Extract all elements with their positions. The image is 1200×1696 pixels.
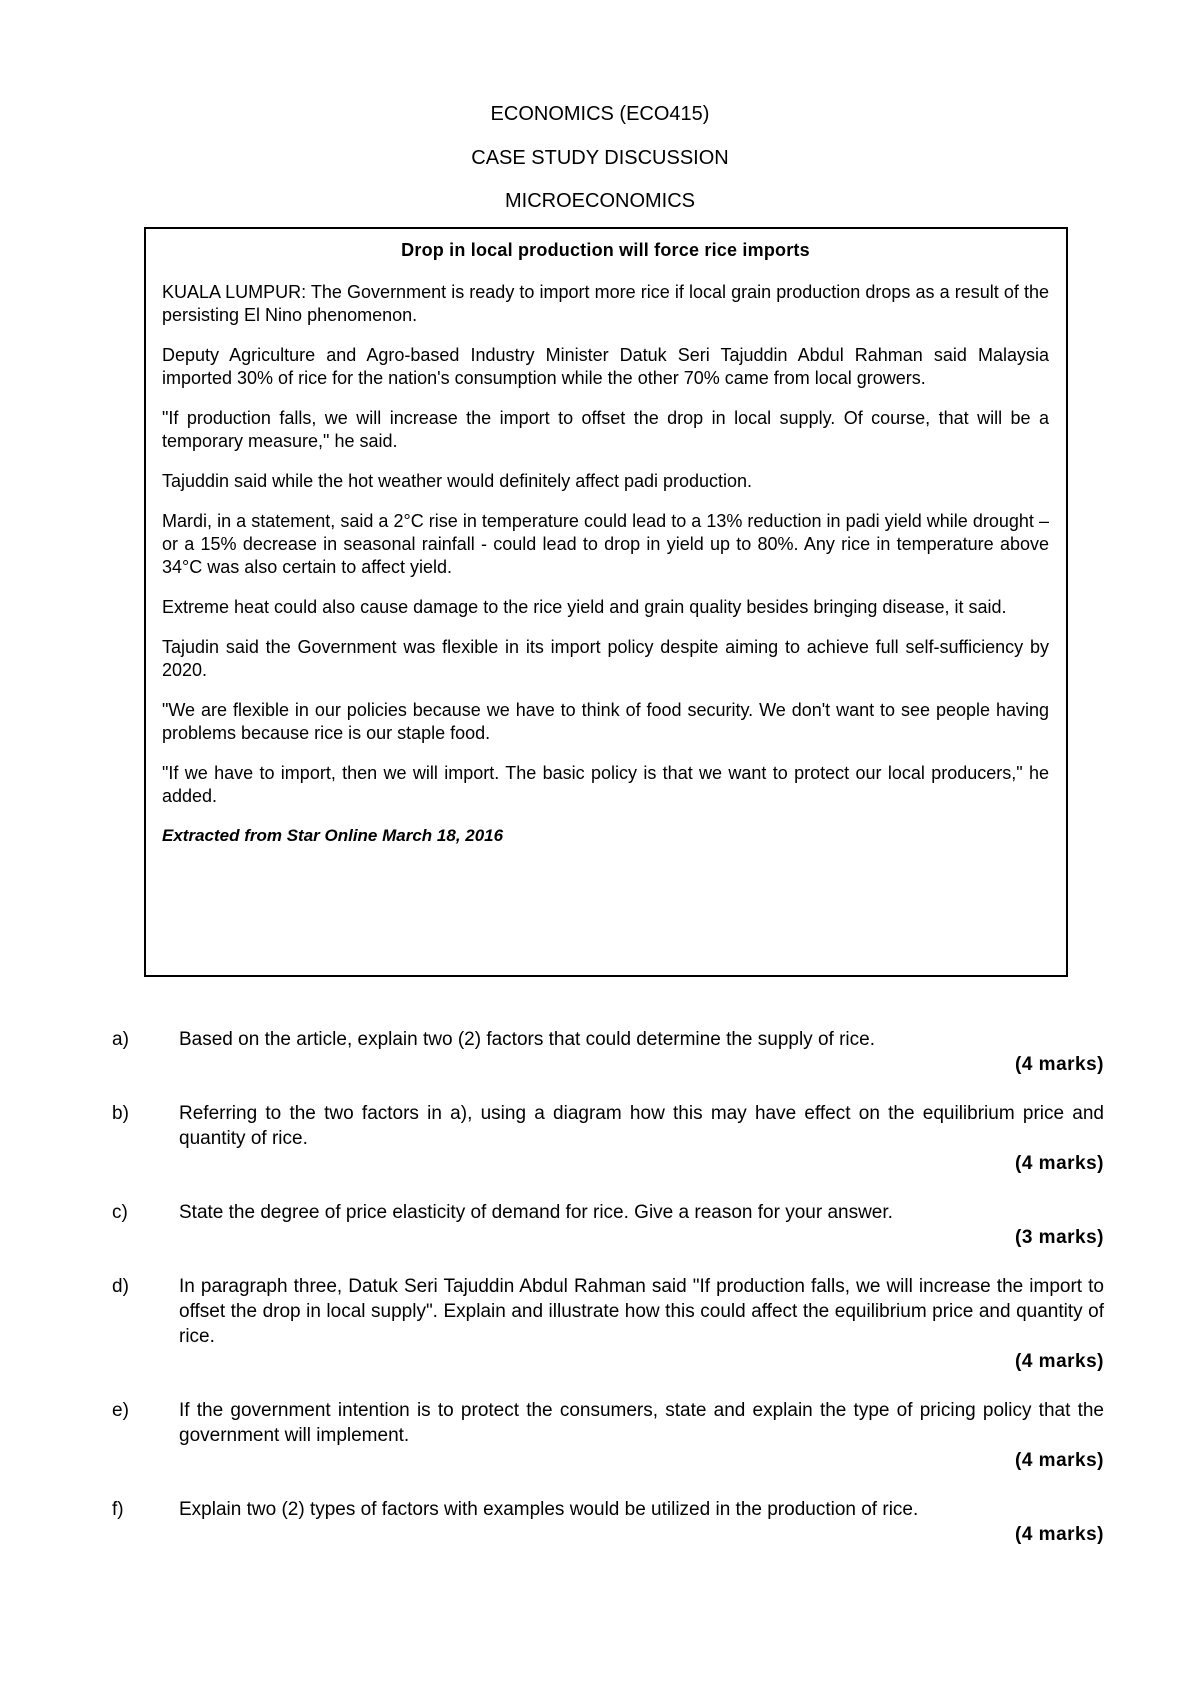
article-box: [144, 227, 1068, 977]
question-item: [112, 1398, 1104, 1473]
question-text: Explain two (2) types of factors with examples would be utilized in the production of rice.: [179, 1499, 919, 1520]
question-text: If the government intention is to protect the consumers, state and explain the type of pricing policy that the government will implement.: [179, 1400, 1104, 1446]
article-paragraph: "We are flexible in our policies because we have to think of food security. We don't want to see people having problems because rice is our staple food.: [162, 700, 1049, 743]
topic-title: MICROECONOMICS: [505, 190, 695, 212]
article-paragraph: "If we have to import, then we will import. The basic policy is that we want to protect our local producers," he added.: [162, 763, 1049, 806]
question-marks: (4 marks): [1015, 1054, 1104, 1075]
question-text: Based on the article, explain two (2) factors that could determine the supply of rice.: [179, 1029, 875, 1050]
article-title: Drop in local production will force rice imports: [401, 240, 810, 260]
article-paragraph: Tajudin said the Government was flexible in its import policy despite aiming to achieve full self-sufficiency by 2020.: [162, 637, 1049, 680]
question-marks: (3 marks): [1015, 1227, 1104, 1248]
article-paragraph: Deputy Agriculture and Agro-based Industry Minister Datuk Seri Tajuddin Abdul Rahman said Malaysia imported 30% of rice for the nation's consumption while the other 70% came from local growers.: [162, 345, 1049, 388]
document-type-title: CASE STUDY DISCUSSION: [471, 147, 729, 169]
question-marks: (4 marks): [1015, 1450, 1104, 1471]
article-source: Extracted from Star Online March 18, 2016: [162, 826, 504, 845]
question-item: [112, 1101, 1104, 1176]
article-paragraph: "If production falls, we will increase the import to offset the drop in local supply. Of course, that will be a temporary measure," he said.: [162, 408, 1049, 451]
question-label: b): [112, 1103, 129, 1124]
question-item: [112, 1200, 1104, 1250]
question-text: In paragraph three, Datuk Seri Tajuddin Abdul Rahman said "If production falls, we will increase the import to offset the drop in local supply". Explain and illustrate how this could affect the equilibrium price and quantity of rice.: [179, 1276, 1104, 1347]
question-item: [112, 1497, 1104, 1547]
question-item: [112, 1027, 1104, 1077]
question-list: [112, 1027, 1104, 1571]
question-marks: (4 marks): [1015, 1524, 1104, 1545]
article-paragraph: Mardi, in a statement, said a 2°C rise in temperature could lead to a 13% reduction in padi yield while drought – or a 15% decrease in seasonal rainfall - could lead to drop in yield up to 80%. Any rice in temperature above 34°C was also certain to affect yield.: [162, 511, 1049, 577]
question-text: Referring to the two factors in a), using a diagram how this may have effect on the equilibrium price and quantity of rice.: [179, 1103, 1104, 1149]
question-label: a): [112, 1029, 129, 1050]
question-marks: (4 marks): [1015, 1153, 1104, 1174]
question-item: [112, 1274, 1104, 1374]
question-label: f): [112, 1499, 124, 1520]
question-label: c): [112, 1202, 128, 1223]
article-paragraph: KUALA LUMPUR: The Government is ready to import more rice if local grain production drops as a result of the persisting El Nino phenomenon.: [162, 282, 1049, 325]
question-label: e): [112, 1400, 129, 1421]
article-paragraph: Tajuddin said while the hot weather would definitely affect padi production.: [162, 471, 753, 491]
article-paragraph: Extreme heat could also cause damage to the rice yield and grain quality besides bringing disease, it said.: [162, 597, 1007, 617]
question-text: State the degree of price elasticity of demand for rice. Give a reason for your answer.: [179, 1202, 893, 1223]
question-marks: (4 marks): [1015, 1351, 1104, 1372]
course-title: ECONOMICS (ECO415): [490, 103, 710, 125]
question-label: d): [112, 1276, 129, 1297]
